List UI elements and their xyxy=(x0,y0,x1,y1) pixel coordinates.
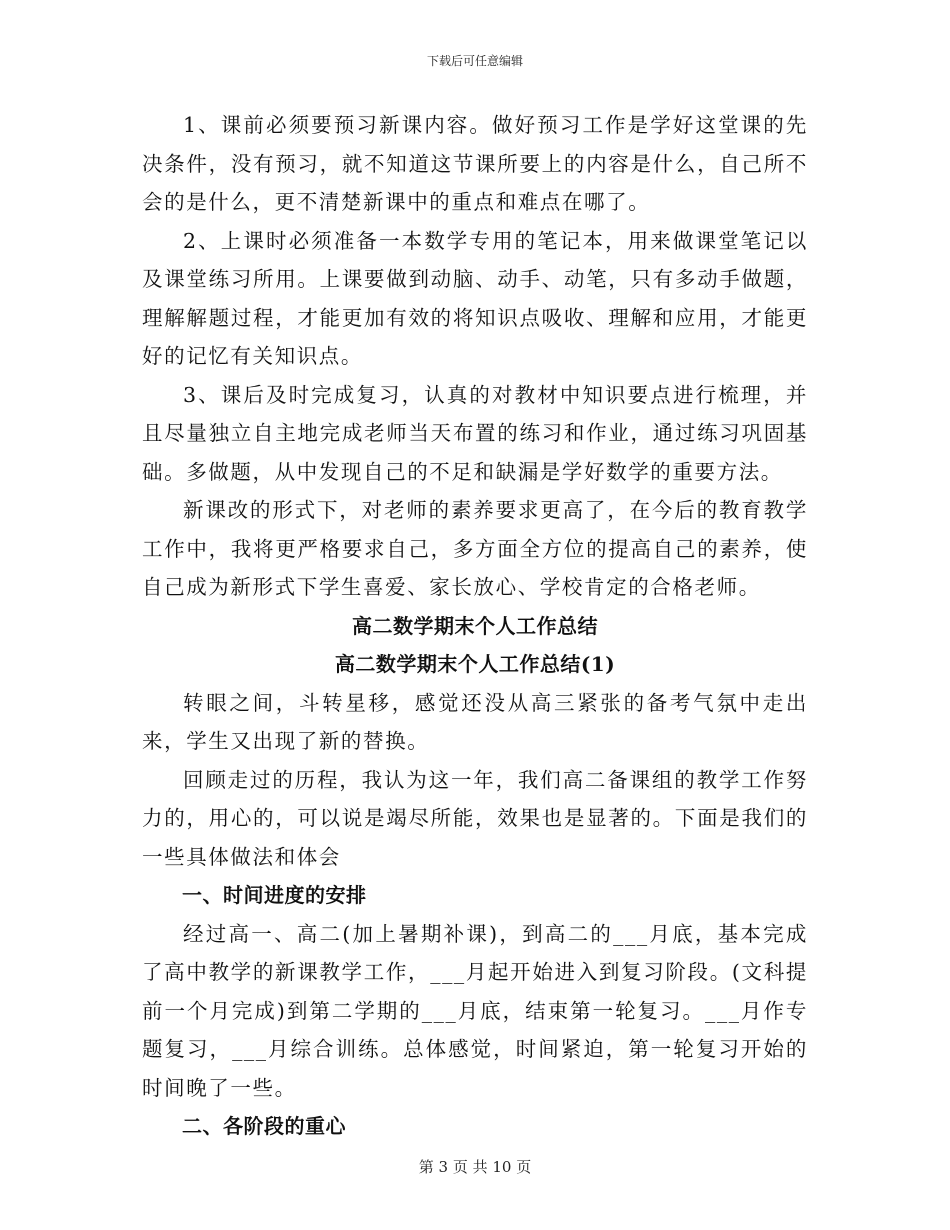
paragraph-7: 经过高一、高二(加上暑期补课)，到高二的___月底，基本完成了高中教学的新课教学工作，___月起开始进入到复习阶段。(文科提前一个月完成)到第二学期的___月底，结束第一轮复习。___月作专题复习，___月综合训练。总体感觉，时间紧迫，第一轮复习开始的时间晚了一些。 xyxy=(142,921,808,1100)
paragraph-4: 新课改的形式下，对老师的素养要求更高了，在今后的教育教学工作中，我将更严格要求自己，多方面全方位的提高自己的素养，使自己成为新形式下学生喜爱、家长放心、学校肯定的合格老师。 xyxy=(142,498,808,599)
heading-time-schedule: 一、时间进度的安排 xyxy=(182,883,367,907)
heading-stage-focus: 二、各阶段的重心 xyxy=(182,1114,346,1138)
section-subtitle: 高二数学期末个人工作总结(1) xyxy=(334,652,616,676)
paragraph-1: 1、课前必须要预习新课内容。做好预习工作是学好这堂课的先决条件，没有预习，就不知道这节课所要上的内容是什么，自己所不会的是什么，更不清楚新课中的重点和难点在哪了。 xyxy=(142,113,808,214)
page-footer: 第 3 页 共 10 页 xyxy=(418,1158,532,1176)
document-body xyxy=(142,106,808,1146)
page-header: 下载后可任意编辑 xyxy=(426,54,523,68)
section-title: 高二数学期末个人工作总结 xyxy=(352,613,598,638)
paragraph-3: 3、课后及时完成复习，认真的对教材中知识要点进行梳理，并且尽量独立自主地完成老师当天布置的练习和作业，通过练习巩固基础。多做题，从中发现自己的不足和缺漏是学好数学的重要方法。 xyxy=(142,382,808,484)
paragraph-2: 2、上课时必须准备一本数学专用的笔记本，用来做课堂笔记以及课堂练习所用。上课要做到动脑、动手、动笔，只有多动手做题，理解解题过程，才能更加有效的将知识点吸收、理解和应用，才能更好的记忆有关知识点。 xyxy=(142,228,808,368)
paragraph-5: 转眼之间，斗转星移，感觉还没从高三紧张的备考气氛中走出来，学生又出现了新的替换。 xyxy=(142,690,808,753)
paragraph-6: 回顾走过的历程，我认为这一年，我们高二备课组的教学工作努力的，用心的，可以说是竭尽所能，效果也是显著的。下面是我们的一些具体做法和体会 xyxy=(142,767,808,869)
